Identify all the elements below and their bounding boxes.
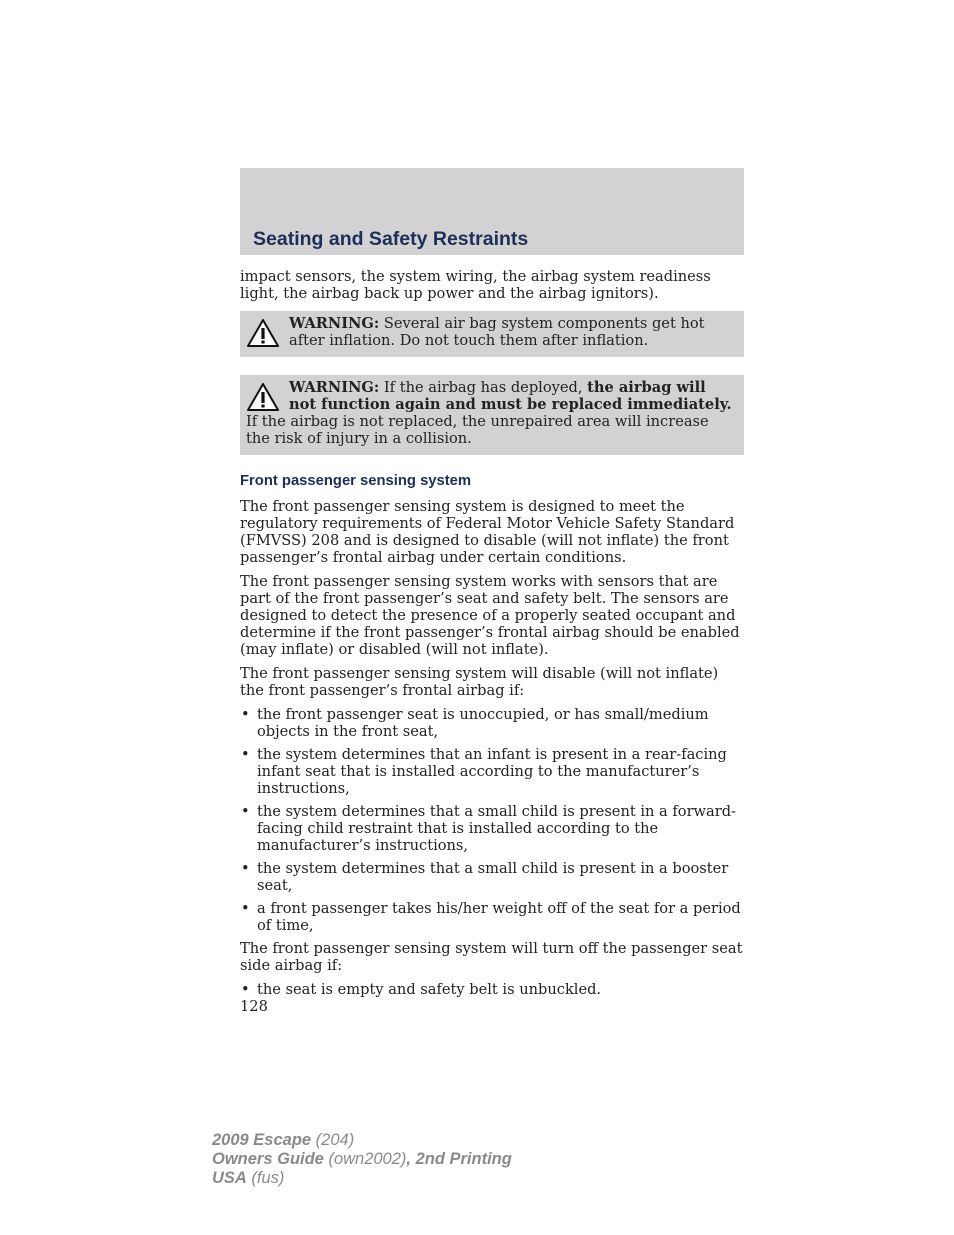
section-header-band bbox=[240, 168, 744, 255]
warning-label: WARNING: bbox=[289, 379, 380, 396]
bullet-list-side-airbag-conditions bbox=[240, 981, 744, 998]
list-item-text: the system determines that a small child is present in a forward-facing child restraint that is installed according to the manufacturer’s instructions, bbox=[257, 803, 736, 854]
page-number: 128 bbox=[240, 998, 268, 1015]
list-item bbox=[240, 746, 744, 797]
warning-text: If the airbag has deployed, bbox=[379, 379, 588, 396]
list-item-text: the seat is empty and safety belt is unbuckled. bbox=[257, 981, 602, 998]
footer-line-guide bbox=[212, 1150, 512, 1169]
list-item bbox=[240, 900, 744, 934]
list-item-text: the system determines that an infant is present in a rear-facing infant seat that is installed according to the manufacturer’s instructions, bbox=[257, 746, 727, 797]
footer-region: USA bbox=[212, 1169, 247, 1187]
footer-printing: , 2nd Printing bbox=[406, 1150, 512, 1168]
list-item bbox=[240, 803, 744, 854]
warning-text-continued: If the airbag is not replaced, the unrepaired area will increase the risk of injury in a collision. bbox=[246, 413, 709, 447]
warning-box-deployed-airbag bbox=[240, 375, 744, 455]
paragraph: The front passenger sensing system is designed to meet the regulatory requirements of Federal Motor Vehicle Safety Standard (FMVSS) 208 and is designed to disable (will not inflate) the front passenger’s frontal airbag under certain conditions. bbox=[240, 498, 735, 566]
paragraph: The front passenger sensing system will turn off the passenger seat side airbag if: bbox=[240, 940, 743, 974]
warning-triangle-icon bbox=[246, 318, 280, 348]
bullet-list-disable-conditions bbox=[240, 706, 744, 934]
footer-model-code: (204) bbox=[311, 1131, 355, 1149]
footer-guide: Owners Guide bbox=[212, 1150, 324, 1168]
list-item bbox=[240, 706, 744, 740]
warning-box-hot-components bbox=[240, 311, 744, 357]
warning-emphasis: the airbag will not function again and must be replaced immediately. bbox=[289, 379, 732, 413]
footer-model: 2009 Escape bbox=[212, 1131, 312, 1149]
paragraph: The front passenger sensing system works with sensors that are part of the front passenger’s seat and safety belt. The sensors are designed to detect the presence of a properly seated occupant and determine if the front passenger’s frontal airbag should be enabled (may inflate) or disabled (will not inflate). bbox=[240, 573, 740, 658]
page-content bbox=[240, 268, 744, 1015]
warning-label: WARNING: bbox=[289, 315, 380, 332]
bullet-icon: • bbox=[241, 900, 250, 917]
list-item-text: a front passenger takes his/her weight off of the seat for a period of time, bbox=[257, 900, 741, 934]
paragraph: The front passenger sensing system will disable (will not inflate) the front passenger’s frontal airbag if: bbox=[240, 665, 719, 699]
warning-text: Several air bag system components get hot after inflation. Do not touch them after inflation. bbox=[289, 315, 705, 349]
bullet-icon: • bbox=[241, 981, 250, 998]
bullet-icon: • bbox=[241, 706, 250, 723]
footer-guide-code: (own2002) bbox=[323, 1150, 407, 1168]
bullet-icon: • bbox=[241, 746, 250, 763]
intro-paragraph: impact sensors, the system wiring, the airbag system readiness light, the airbag back up power and the airbag ignitors). bbox=[240, 268, 711, 302]
list-item bbox=[240, 860, 744, 894]
bullet-icon: • bbox=[241, 860, 250, 877]
bullet-icon: • bbox=[241, 803, 250, 820]
document-footer bbox=[212, 1131, 512, 1188]
list-item bbox=[240, 981, 744, 998]
footer-region-code: (fus) bbox=[246, 1169, 285, 1187]
section-title: Seating and Safety Restraints bbox=[253, 228, 529, 250]
section-heading: Front passenger sensing system bbox=[240, 473, 472, 489]
warning-triangle-icon bbox=[246, 382, 280, 412]
list-item-text: the front passenger seat is unoccupied, or has small/medium objects in the front seat, bbox=[257, 706, 709, 740]
list-item-text: the system determines that a small child is present in a booster seat, bbox=[257, 860, 729, 894]
footer-line-model bbox=[212, 1131, 512, 1150]
footer-line-region bbox=[212, 1169, 512, 1188]
